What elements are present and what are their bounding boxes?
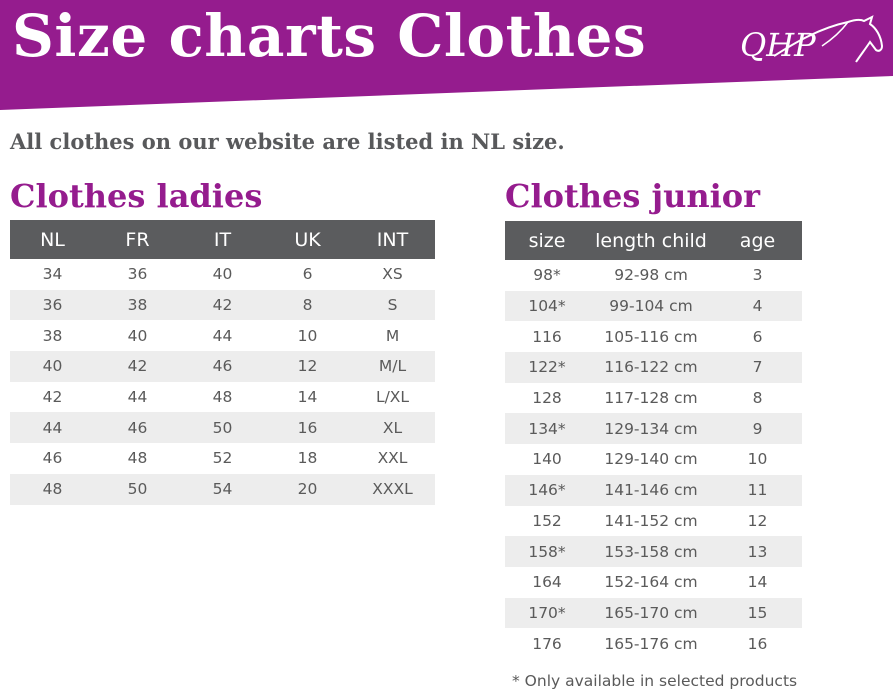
- table-cell: 38: [95, 290, 180, 321]
- table-cell: 13: [713, 536, 802, 567]
- table-row: [10, 412, 435, 443]
- table-cell: 158*: [505, 536, 589, 567]
- table-cell: 99-104 cm: [589, 291, 713, 322]
- table-row: [10, 443, 435, 474]
- table-row: [505, 383, 802, 414]
- brand-logo: [736, 12, 886, 72]
- table-row: [10, 320, 435, 351]
- table-cell: 36: [127, 265, 148, 284]
- table-row: [505, 475, 802, 506]
- table-row: [505, 598, 802, 629]
- table-cell: 38: [42, 326, 63, 345]
- page-title: Size charts Clothes: [12, 2, 647, 70]
- table-row: [10, 290, 435, 321]
- table-cell: 8: [265, 290, 350, 321]
- ladies-header-row: [10, 220, 435, 259]
- table-cell: 122*: [505, 352, 589, 383]
- column-header: UK: [265, 220, 350, 259]
- table-cell: 7: [713, 352, 802, 383]
- column-header: INT: [350, 220, 435, 259]
- table-cell: 12: [747, 511, 768, 530]
- column-header: size: [505, 221, 589, 260]
- horse-head-icon: [736, 12, 886, 72]
- table-row: [10, 382, 435, 413]
- table-cell: 42: [180, 290, 265, 321]
- table-cell: 140: [532, 450, 562, 469]
- table-cell: 6: [302, 265, 313, 284]
- table-cell: 40: [212, 265, 233, 284]
- table-row: [505, 321, 802, 352]
- table-cell: 44: [10, 412, 95, 443]
- table-cell: 46: [95, 412, 180, 443]
- junior-section-title: Clothes junior: [505, 177, 760, 215]
- table-cell: XL: [350, 412, 435, 443]
- junior-table-body: [505, 260, 802, 659]
- table-cell: 44: [127, 388, 148, 407]
- table-cell: 152-164 cm: [604, 573, 698, 592]
- table-cell: 18: [297, 449, 318, 468]
- table-cell: 3: [752, 266, 763, 285]
- table-cell: 42: [95, 351, 180, 382]
- table-cell: 34: [42, 265, 63, 284]
- column-header: FR: [95, 220, 180, 259]
- table-cell: 129-140 cm: [604, 450, 698, 469]
- table-cell: 116: [532, 327, 562, 346]
- junior-header-row: [505, 221, 802, 260]
- table-cell: 10: [297, 326, 318, 345]
- table-row: [505, 444, 802, 475]
- table-row: [505, 352, 802, 383]
- table-cell: 6: [752, 327, 763, 346]
- table-cell: XXXL: [350, 474, 435, 505]
- table-row: [505, 628, 802, 659]
- table-cell: 98*: [533, 266, 561, 285]
- table-cell: 152: [532, 511, 562, 530]
- table-cell: 165-176 cm: [604, 634, 698, 653]
- table-cell: 153-158 cm: [589, 536, 713, 567]
- table-cell: 104*: [505, 291, 589, 322]
- table-row: [505, 260, 802, 291]
- table-cell: 9: [713, 413, 802, 444]
- table-row: [505, 567, 802, 598]
- table-row: [10, 351, 435, 382]
- table-cell: 48: [212, 388, 233, 407]
- ladies-size-table: [10, 220, 435, 505]
- table-cell: 128: [532, 389, 562, 408]
- table-cell: 141-146 cm: [589, 475, 713, 506]
- table-cell: M/L: [350, 351, 435, 382]
- table-cell: 16: [747, 634, 768, 653]
- table-cell: 176: [532, 634, 562, 653]
- footnote: * Only available in selected products: [512, 672, 798, 690]
- table-cell: 48: [127, 449, 148, 468]
- table-cell: 10: [747, 450, 768, 469]
- table-cell: 40: [10, 351, 95, 382]
- table-cell: 141-152 cm: [604, 511, 698, 530]
- table-cell: 146*: [505, 475, 589, 506]
- table-row: [505, 506, 802, 537]
- table-cell: 164: [532, 573, 562, 592]
- table-cell: 52: [212, 449, 233, 468]
- table-cell: 14: [747, 573, 768, 592]
- table-cell: L/XL: [375, 388, 410, 407]
- table-cell: 48: [10, 474, 95, 505]
- column-header: length child: [589, 221, 713, 260]
- ladies-section-title: Clothes ladies: [10, 177, 263, 215]
- table-cell: 134*: [505, 413, 589, 444]
- table-cell: XS: [382, 265, 403, 284]
- table-cell: M: [385, 326, 400, 345]
- table-cell: 44: [212, 326, 233, 345]
- table-cell: 165-170 cm: [589, 598, 713, 629]
- table-cell: 40: [127, 326, 148, 345]
- table-cell: 170*: [505, 598, 589, 629]
- table-cell: 8: [752, 389, 763, 408]
- table-cell: 105-116 cm: [604, 327, 698, 346]
- ladies-table-body: [10, 259, 435, 505]
- table-cell: 50: [95, 474, 180, 505]
- logo-text: QHP: [740, 26, 816, 64]
- table-cell: 46: [42, 449, 63, 468]
- table-cell: 117-128 cm: [604, 389, 698, 408]
- table-cell: S: [350, 290, 435, 321]
- table-row: [505, 413, 802, 444]
- table-row: [10, 474, 435, 505]
- table-row: [505, 536, 802, 567]
- table-cell: 4: [713, 291, 802, 322]
- table-cell: XXL: [377, 449, 408, 468]
- table-row: [505, 291, 802, 322]
- table-cell: 42: [42, 388, 63, 407]
- table-cell: 129-134 cm: [589, 413, 713, 444]
- junior-size-table: [505, 221, 802, 659]
- table-cell: 11: [713, 475, 802, 506]
- table-cell: 46: [180, 351, 265, 382]
- column-header: age: [713, 221, 802, 260]
- table-cell: 20: [265, 474, 350, 505]
- table-cell: 54: [180, 474, 265, 505]
- table-cell: 36: [10, 290, 95, 321]
- table-cell: 50: [180, 412, 265, 443]
- table-row: [10, 259, 435, 290]
- column-header: IT: [180, 220, 265, 259]
- table-cell: 16: [265, 412, 350, 443]
- intro-text: All clothes on our website are listed in NL size.: [10, 129, 565, 154]
- table-cell: 116-122 cm: [589, 352, 713, 383]
- table-cell: 12: [265, 351, 350, 382]
- table-cell: 92-98 cm: [614, 266, 688, 285]
- table-cell: 14: [297, 388, 318, 407]
- table-cell: 15: [713, 598, 802, 629]
- column-header: NL: [10, 220, 95, 259]
